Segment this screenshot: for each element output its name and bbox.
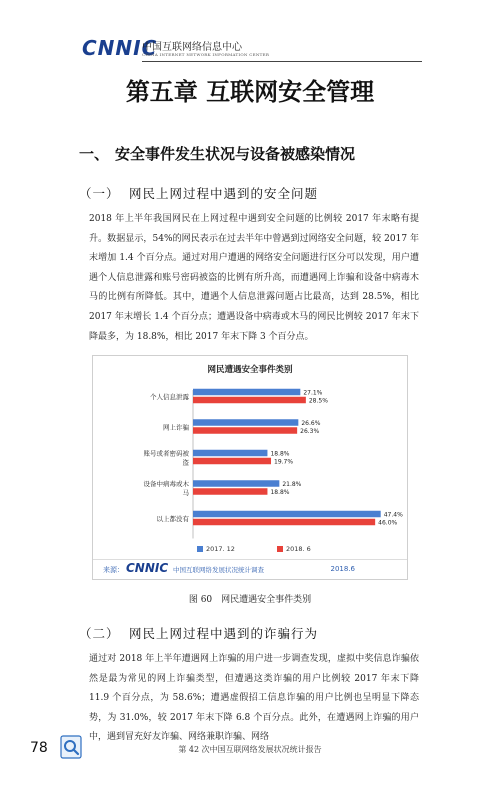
bar-2018 [193, 519, 375, 526]
legend-label: 2018. 6 [286, 545, 311, 553]
data-label: 27.1% [303, 389, 323, 397]
data-label: 26.6% [301, 419, 321, 427]
header-divider [142, 61, 422, 62]
figure-caption: 图 60 网民遭遇安全事件类别 [188, 595, 312, 605]
paragraph-1: 2018 年上半年我国网民在上网过程中遇到安全问题的比例较 2017 年末略有提升。数据显示，54%的网民表示在过去半年中曾遇到过网络安全问题，较 2017 年末增加 1.4 个百分点。通过对用户遭遇的网络安全问题进行区分可以发现，用户遭遇个人信息泄露和账号密码被盗的比例有所升高，而遭遇网上诈骗和设备中病毒木马的比例有所降低。其中，遭遇个人信息泄露问题占比最高，达到 28.5%，相比 2017 年末增长 1.4 个百分点；遭遇设备中病毒或木马的网民比例较 2017 年末下降最多，为 18.8%，相比 2017 年末下降 3 个百分点。 [89, 214, 419, 342]
bar-2017 [193, 511, 381, 518]
section-number: 一、 [79, 145, 110, 163]
source-date: 2018.6 [330, 565, 355, 573]
bar-2018 [193, 458, 271, 465]
category-label: 账号或者密码被 [143, 449, 189, 458]
category-label: 马 [182, 489, 189, 497]
source-text: 中国互联网络发展状况统计调查 [173, 566, 264, 574]
data-label: 19.7% [274, 458, 294, 466]
legend-swatch [277, 546, 283, 552]
org-name-en: CHINA INTERNET NETWORK INFORMATION CENTER [142, 52, 270, 57]
subsection-title: 网民上网过程中遇到的诈骗行为 [129, 626, 319, 641]
org-name-cn: 中国互联网络信息中心 [142, 42, 242, 53]
subsection-number: （一） [79, 186, 120, 201]
subsection-heading-1 [79, 184, 318, 202]
data-label: 46.0% [378, 519, 398, 527]
section-title: 安全事件发生状况与设备被感染情况 [115, 145, 356, 163]
chart-plot [93, 356, 409, 559]
legend-label: 2017. 12 [206, 545, 235, 553]
security-events-chart [92, 355, 408, 580]
subsection-number: （二） [79, 626, 120, 641]
cnnic-logo: CNNIC [82, 36, 158, 60]
category-label: 以上都没有 [156, 515, 189, 523]
bar-2018 [193, 427, 297, 434]
bar-2017 [193, 389, 300, 396]
category-label: 个人信息泄露 [150, 393, 189, 401]
section-heading [79, 143, 355, 164]
paragraph-2: 通过对 2018 年上半年遭遇网上诈骗的用户进一步调查发现，虚拟中奖信息诈骗依然是最为常见的网上诈骗类型，但遭遇这类诈骗的用户比例较 2017 年末下降 11.9 个百分点，为 58.6%；遭遇虚假招工信息诈骗的用户比例也呈明显下降态势，为 31.0%，较 2017 年末下降 6.8 个百分点。此外，在遭遇网上诈骗的用户中，遇到冒充好友诈骗、网络兼职诈骗、网络 [89, 654, 419, 743]
chart-source [93, 559, 407, 579]
subsection-title: 网民上网过程中遇到的安全问题 [129, 186, 319, 201]
bar-2017 [193, 419, 298, 426]
legend-swatch [197, 546, 203, 552]
data-label: 28.5% [308, 397, 328, 405]
source-label: 来源： [103, 566, 124, 574]
source-logo: CNNIC [126, 561, 169, 575]
data-label: 21.8% [282, 480, 302, 488]
page-number: 78 [30, 740, 48, 756]
chapter-title: 第五章 互联网安全管理 [125, 77, 375, 106]
data-label: 18.8% [270, 450, 290, 458]
data-label: 47.4% [383, 511, 403, 519]
page-header [82, 36, 422, 64]
category-label: 设备中病毒或木 [143, 480, 189, 488]
data-label: 18.8% [270, 488, 290, 496]
bar-2018 [193, 397, 306, 404]
bar-2017 [193, 480, 279, 487]
category-label: 网上诈骗 [163, 423, 189, 432]
bar-2017 [193, 450, 267, 457]
data-label: 26.3% [300, 427, 320, 435]
bar-2018 [193, 488, 267, 495]
category-label: 盗 [182, 458, 189, 467]
subsection-heading-2 [79, 624, 318, 642]
footer-report-title: 第 42 次中国互联网络发展状况统计报告 [178, 745, 322, 754]
chart-title: 网民遭遇安全事件类别 [207, 365, 293, 375]
